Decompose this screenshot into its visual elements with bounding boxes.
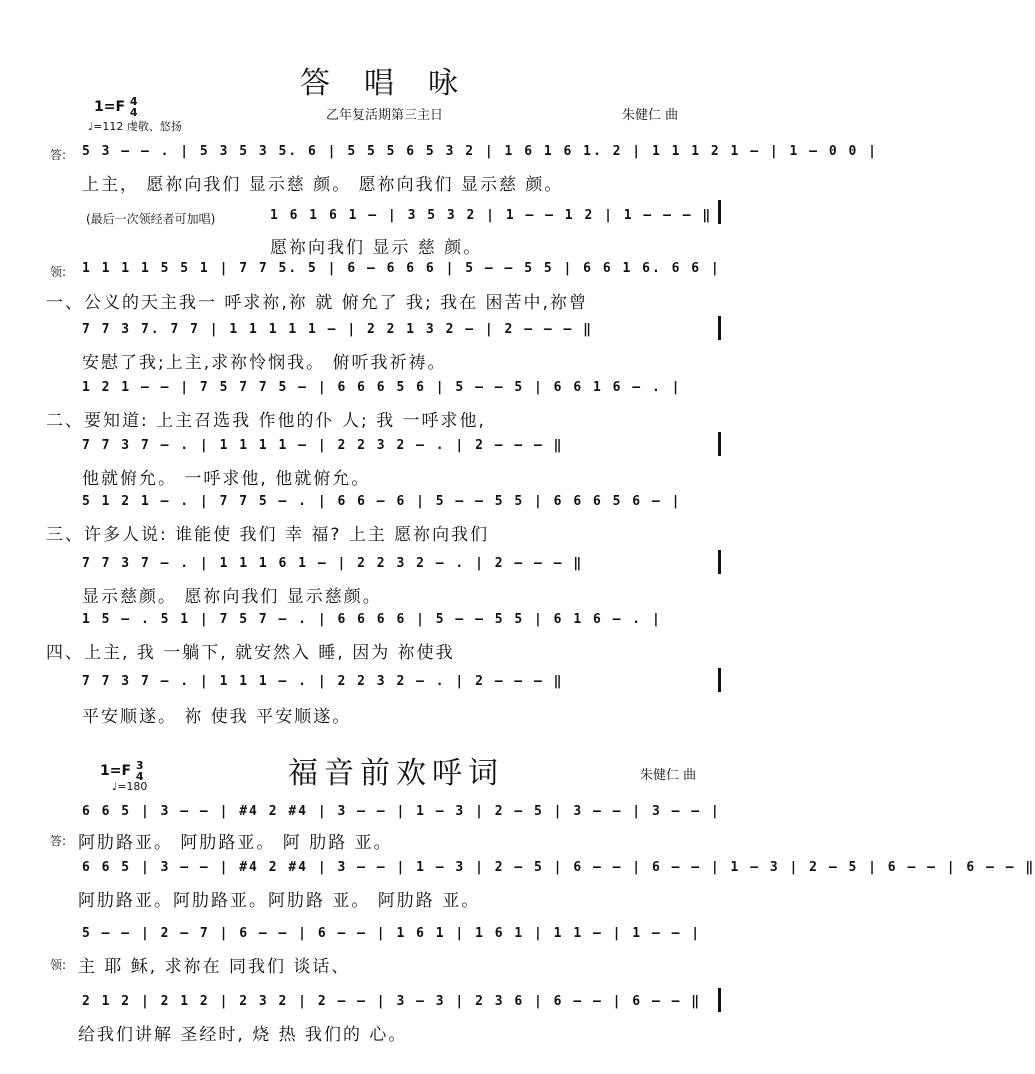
- score-line-10-notes: 7 7 3 7 – . | 1 1 1 – . | 2 2 3 2 – . | 2 – – – ‖: [82, 674, 564, 689]
- final-barline: [718, 432, 721, 456]
- song2-lead-label: 领:: [50, 958, 67, 972]
- song2-line-2-lyrics: 阿肋路亚。阿肋路亚。阿肋路 亚。 阿肋路 亚。: [78, 891, 481, 911]
- song2-line-2-notes: 6 6 5 | 3 – – | #4 2 #4 | 3 – – | 1 – 3 | 2 – 5 | 6 – – | 6 – – | 1 – 3 | 2 – 5 | 6 – – | 6 – – ‖: [82, 860, 1035, 875]
- score-line-10-lyrics: 平安顺遂。 祢 使我 平安顺遂。: [82, 707, 352, 727]
- song1-time-den: 4: [129, 106, 138, 119]
- score-line-5-lyrics: 二、要知道: 上主召选我 作他的仆 人; 我 一呼求他,: [46, 411, 486, 431]
- score-line-8-lyrics: 显示慈颜。 愿祢向我们 显示慈颜。: [82, 587, 382, 607]
- song1-note-label: (最后一次领经者可加唱): [86, 212, 216, 226]
- score-line-7-notes: 5 1 2 1 – . | 7 7 5 – . | 6 6 – 6 | 5 – – 5 5 | 6 6 6 5 6 – |: [82, 494, 682, 509]
- score-line-1-lyrics: 上主， 愿祢向我们 显示慈 颜。 愿祢向我们 显示慈 颜。: [82, 175, 564, 195]
- score-line-3-notes: 1 1 1 1 5 5 1 | 7 7 5. 5 | 6 – 6 6 6 | 5 – – 5 5 | 6 6 1 6. 6 6 |: [82, 261, 721, 276]
- answer-label: 答:: [50, 148, 67, 162]
- song1-key-text: 1=F: [94, 99, 126, 115]
- song2-line-3-lyrics: 主 耶 稣, 求祢在 同我们 谈话、: [78, 957, 351, 977]
- score-line-2-notes: 1 6 1 6 1 – | 3 5 3 2 | 1 – – 1 2 | 1 – – – ‖: [270, 208, 713, 223]
- song2-composer: 朱健仁 曲: [640, 768, 697, 783]
- song2-key-text: 1=F: [100, 763, 132, 779]
- score-line-4-notes: 7 7 3 7. 7 7 | 1 1 1 1 1 – | 2 2 1 3 2 – | 2 – – – ‖: [82, 322, 593, 337]
- final-barline: [718, 550, 721, 574]
- song1-time-num: 4: [129, 95, 138, 108]
- score-line-8-notes: 7 7 3 7 – . | 1 1 1 6 1 – | 2 2 3 2 – . | 2 – – – ‖: [82, 556, 584, 571]
- score-line-7-lyrics: 三、许多人说: 谁能使 我们 幸 福? 上主 愿祢向我们: [46, 525, 490, 545]
- score-line-4-lyrics: 安慰了我;上主,求祢怜悯我。 俯听我祈祷。: [82, 353, 447, 373]
- final-barline: [718, 316, 721, 340]
- score-line-3-lyrics: 一、公义的天主我一 呼求祢,祢 就 俯允了 我; 我在 困苦中,祢曾: [46, 293, 588, 313]
- score-line-5-notes: 1 2 1 – – | 7 5 7 7 5 – | 6 6 6 5 6 | 5 – – 5 | 6 6 1 6 – . |: [82, 380, 682, 395]
- score-line-9-notes: 1 5 – . 5 1 | 7 5 7 – . | 6 6 6 6 | 5 – – 5 5 | 6 1 6 – . |: [82, 612, 662, 627]
- song2-answer-label: 答:: [50, 834, 67, 848]
- final-barline: [718, 200, 721, 224]
- score-line-2-lyrics: 愿祢向我们 显示 慈 颜。: [270, 238, 483, 258]
- song1-time-signature: [130, 96, 138, 118]
- score-line-6-notes: 7 7 3 7 – . | 1 1 1 1 – | 2 2 3 2 – . | 2 – – – ‖: [82, 438, 564, 453]
- song1-subtitle: 乙年复活期第三主日: [326, 108, 444, 123]
- song2-time-den: 4: [135, 770, 144, 783]
- song2-line-1-notes: 6 6 5 | 3 – – | #4 2 #4 | 3 – – | 1 – 3 | 2 – 5 | 3 – – | 3 – – |: [82, 804, 721, 819]
- song1-key: [94, 96, 138, 118]
- song1-title: 答唱咏: [300, 66, 492, 101]
- score-line-6-lyrics: 他就俯允。 一呼求他, 他就俯允。: [82, 469, 371, 489]
- song1-tempo: ♩=112 虔敬、悠扬: [88, 120, 182, 133]
- song1-composer: 朱健仁 曲: [622, 108, 679, 123]
- song2-line-3-notes: 5 – – | 2 – 7 | 6 – – | 6 – – | 1 6 1 | 1 6 1 | 1 1 – | 1 – – |: [82, 926, 702, 941]
- final-barline: [718, 988, 721, 1012]
- song2-tempo: ♩=180: [112, 780, 148, 793]
- final-barline: [718, 668, 721, 692]
- score-line-9-lyrics: 四、上主, 我 一躺下, 就安然入 睡, 因为 祢使我: [46, 643, 455, 663]
- song2-line-4-notes: 2 1 2 | 2 1 2 | 2 3 2 | 2 – – | 3 – 3 | 2 3 6 | 6 – – | 6 – – ‖: [82, 994, 702, 1009]
- song2-line-1-lyrics: 阿肋路亚。 阿肋路亚。 阿 肋路 亚。: [78, 833, 393, 853]
- song2-time-num: 3: [135, 759, 144, 772]
- score-line-1-notes: 5 3 – – . | 5 3 5 3 5. 6 | 5 5 5 6 5 3 2 | 1 6 1 6 1. 2 | 1 1 1 2 1 – | 1 – 0 0 |: [82, 144, 878, 159]
- song2-line-4-lyrics: 给我们讲解 圣经时, 烧 热 我们的 心。: [78, 1025, 408, 1045]
- song2-title: 福音前欢呼词: [288, 756, 504, 791]
- lead-label: 领:: [50, 265, 67, 279]
